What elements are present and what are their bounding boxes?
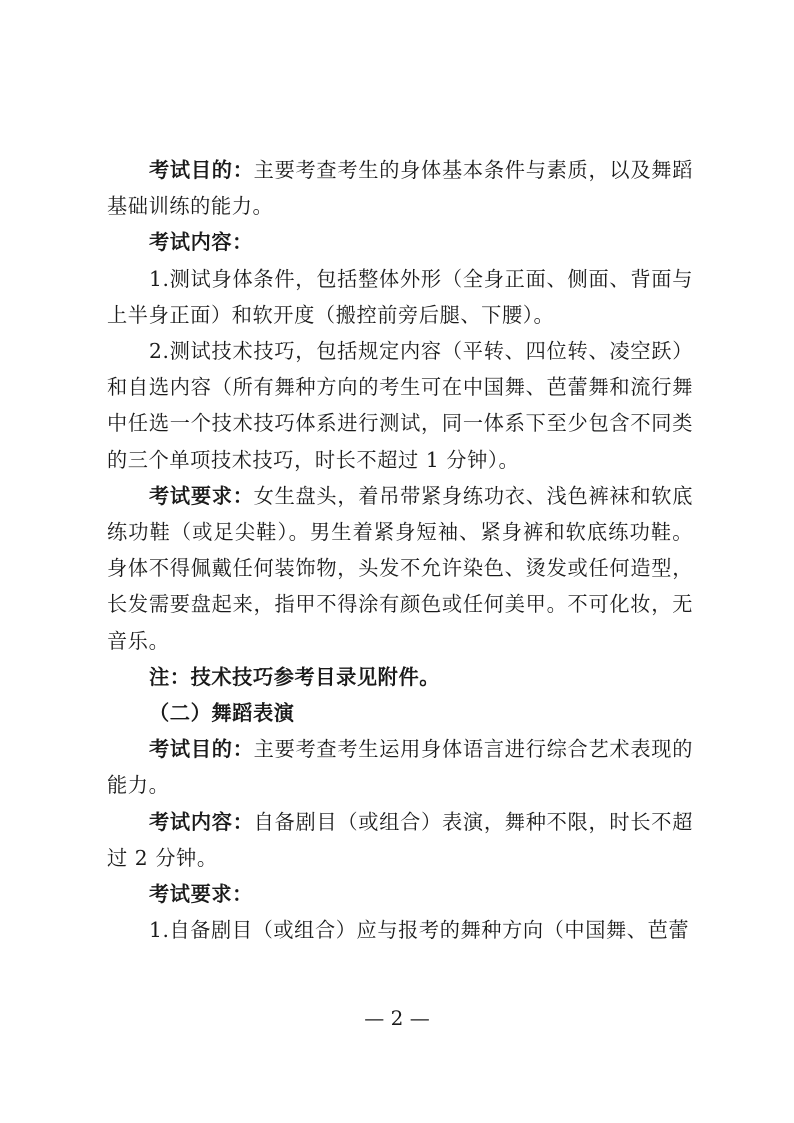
paragraph-exam-content-2 — [107, 804, 693, 876]
text-exam-purpose: 主要考查考生的身体基本条件与素质，以及舞蹈基础训练的能力。 — [107, 158, 693, 219]
label-exam-content: 考试内容： — [149, 809, 254, 834]
paragraph-exam-purpose-1 — [107, 152, 693, 224]
label-exam-requirements: 考试要求： — [149, 882, 253, 907]
document-page — [107, 152, 693, 948]
paragraph-exam-requirements-1 — [107, 478, 693, 659]
section-heading-text: （二）舞蹈表演 — [149, 701, 295, 726]
label-exam-requirements: 考试要求： — [149, 483, 254, 508]
page-number: — 2 — — [364, 1006, 430, 1030]
paragraph-item-1-performance: 1.自备剧目（或组合）应与报考的舞种方向（中国舞、芭蕾 — [149, 918, 690, 943]
paragraph-note — [107, 659, 693, 695]
paragraph-item-2: 2.测试技术技巧，包括规定内容（平转、四位转、凌空跃）和自选内容（所有舞种方向的考生可在中国舞、芭蕾舞和流行舞中任选一个技术技巧体系进行测试，同一体系下至少包含不同类的三个单项技术技巧，时长不超过 1 分钟）。 — [107, 339, 693, 472]
label-exam-purpose: 考试目的： — [149, 737, 254, 762]
text-exam-requirements: 女生盘头，着吊带紧身练功衣、浅色裤袜和软底练功鞋（或足尖鞋）。男生着紧身短袖、紧身裤和软底练功鞋。身体不得佩戴任何装饰物，头发不允许染色、烫发或任何造型，长发需要盘起来，指甲不得涂有颜色或任何美甲。不可化妆，无音乐。 — [107, 483, 693, 653]
paragraph-exam-requirements-2 — [107, 876, 693, 912]
paragraph-exam-content-1 — [107, 224, 693, 260]
label-exam-purpose: 考试目的： — [149, 158, 254, 182]
paragraph-item-1: 1.测试身体条件，包括整体外形（全身正面、侧面、背面与上半身正面）和软开度（搬控前旁后腿、下腰）。 — [107, 266, 693, 327]
paragraph-exam-purpose-2 — [107, 731, 693, 803]
label-note: 注：技术技巧参考目录见附件。 — [149, 664, 441, 689]
section-heading-dance-performance — [107, 695, 693, 731]
text-exam-content: 自备剧目（或组合）表演，舞种不限，时长不超过 2 分钟。 — [107, 809, 693, 870]
text-exam-purpose: 主要考查考生运用身体语言进行综合艺术表现的能力。 — [107, 737, 693, 798]
label-exam-content: 考试内容： — [149, 230, 253, 255]
